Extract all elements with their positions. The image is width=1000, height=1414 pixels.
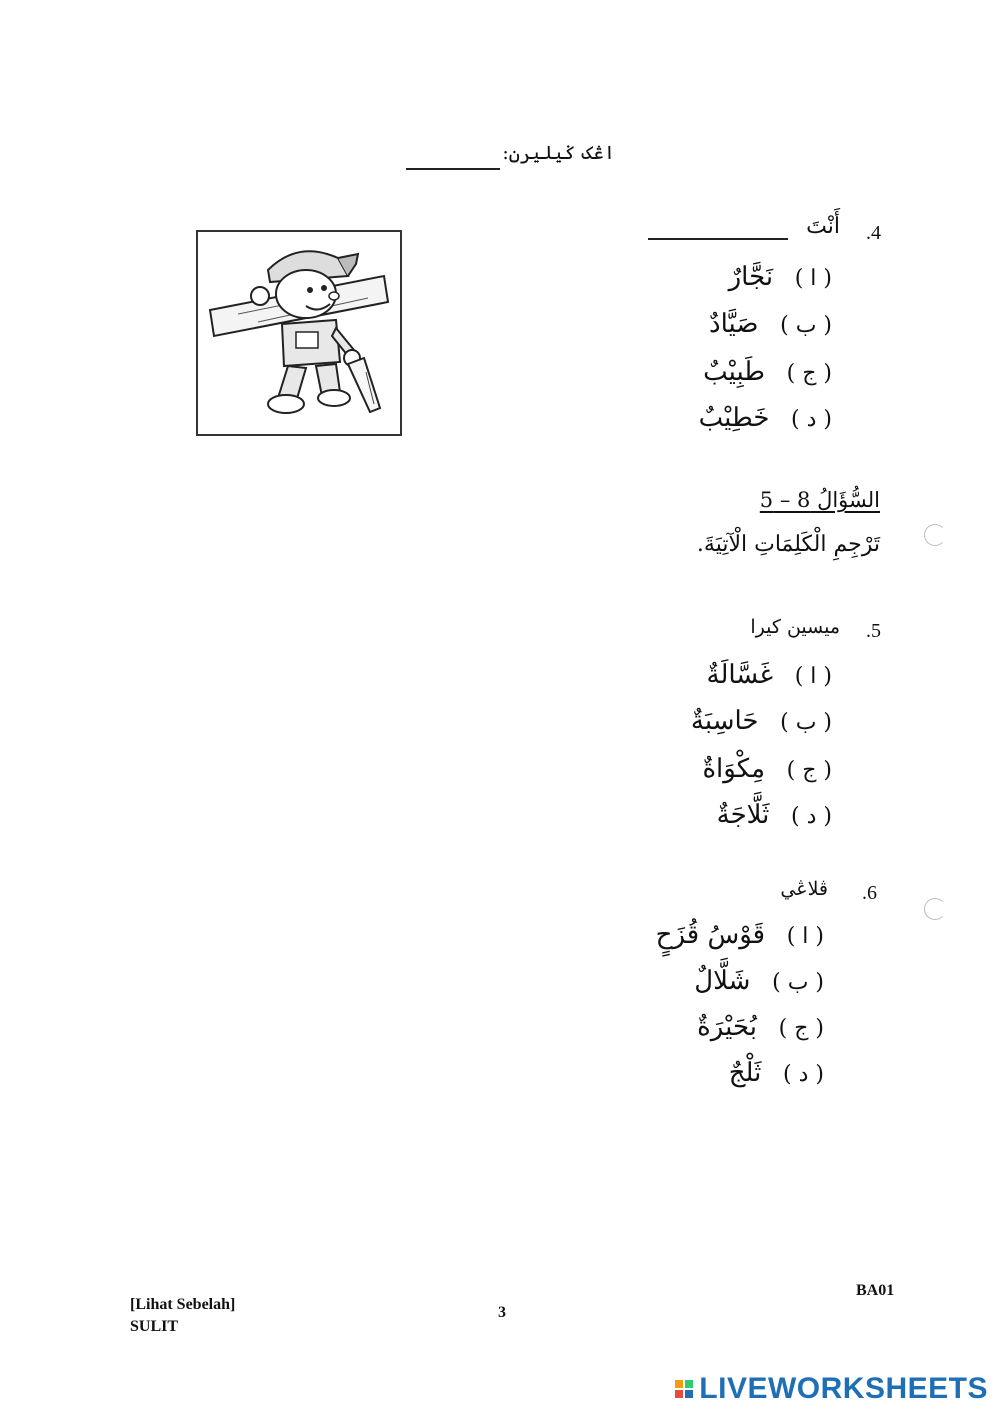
question-6-option-a[interactable] bbox=[656, 920, 824, 956]
liveworksheets-logo-text: LIVEWORKSHEETS bbox=[699, 1372, 988, 1405]
name-field bbox=[400, 142, 615, 182]
question-4-option-c[interactable] bbox=[703, 357, 832, 393]
liveworksheets-logo bbox=[675, 1372, 988, 1406]
option-letter: ( د ) bbox=[791, 804, 832, 829]
paper-code: BA01 bbox=[856, 1282, 895, 1299]
binder-hole bbox=[924, 898, 946, 920]
carpenter-drawing bbox=[198, 232, 400, 434]
option-letter: ( ا ) bbox=[786, 924, 824, 949]
option-letter: ( ب ) bbox=[772, 970, 824, 995]
section-instruction: تَرْجِمِ الْكَلِمَاتِ الْآتِيَةَ. bbox=[696, 532, 880, 557]
option-letter: ( ج ) bbox=[778, 1016, 824, 1041]
option-word: قَوْسُ قُزَحٍ bbox=[655, 920, 766, 950]
option-word: حَاسِبَةٌ bbox=[690, 706, 759, 736]
question-6-option-b[interactable] bbox=[694, 966, 824, 1002]
liveworksheets-logo-icon bbox=[675, 1380, 693, 1398]
question-4-prompt: أَنْتَ bbox=[806, 214, 840, 239]
question-4-option-b[interactable] bbox=[709, 309, 832, 345]
option-letter: ( د ) bbox=[791, 407, 832, 432]
option-word: مِكْوَاةٌ bbox=[702, 754, 765, 784]
question-6-option-c[interactable] bbox=[697, 1012, 824, 1048]
question-5-option-d[interactable] bbox=[717, 800, 832, 836]
question-4-option-a[interactable] bbox=[729, 262, 832, 298]
option-letter: ( ب ) bbox=[780, 313, 832, 338]
carpenter-illustration bbox=[196, 230, 402, 436]
option-letter: ( ا ) bbox=[794, 664, 832, 689]
option-word: خَطِيْبٌ bbox=[698, 403, 770, 433]
question-4-option-d[interactable] bbox=[699, 403, 832, 439]
option-word: صَيَّادٌ bbox=[709, 309, 759, 339]
classification-label: SULIT bbox=[130, 1318, 179, 1335]
option-word: طَبِيْبٌ bbox=[703, 357, 765, 387]
option-letter: ( ج ) bbox=[786, 758, 832, 783]
question-6-number: .6 bbox=[862, 882, 877, 904]
name-label: اڠک ݢيليرن: bbox=[502, 142, 615, 164]
question-5-number: .5 bbox=[866, 620, 881, 642]
option-word: ثَلْجٌ bbox=[728, 1058, 762, 1088]
question-4-number: .4 bbox=[866, 222, 881, 244]
turn-over-note: [Lihat Sebelah] bbox=[130, 1296, 236, 1313]
question-6-option-d[interactable] bbox=[729, 1058, 824, 1094]
name-blank-line[interactable] bbox=[406, 168, 500, 170]
option-word: غَسَّالَةٌ bbox=[706, 660, 774, 690]
option-word: ثَلَّاجَةٌ bbox=[716, 800, 770, 830]
section-title: السُّؤَالُ 8 – 5 bbox=[759, 488, 880, 512]
question-5-option-a[interactable] bbox=[707, 660, 832, 696]
question-4-answer-blank[interactable] bbox=[648, 238, 788, 240]
option-letter: ( ج ) bbox=[786, 361, 832, 386]
option-letter: ( د ) bbox=[783, 1062, 824, 1087]
option-letter: ( ب ) bbox=[780, 710, 832, 735]
option-word: بُحَيْرَةٌ bbox=[697, 1012, 757, 1042]
option-letter: ( ا ) bbox=[794, 266, 832, 291]
page-number: 3 bbox=[498, 1304, 506, 1321]
binder-hole bbox=[924, 524, 946, 546]
option-word: نَجَّارٌ bbox=[728, 262, 774, 292]
option-word: شَلَّالٌ bbox=[694, 966, 751, 996]
question-5-option-c[interactable] bbox=[702, 754, 832, 790]
question-5-prompt: ميسين کيرا bbox=[750, 616, 840, 638]
question-6-prompt: ڤلاڠي bbox=[780, 878, 828, 900]
question-5-option-b[interactable] bbox=[691, 706, 832, 742]
